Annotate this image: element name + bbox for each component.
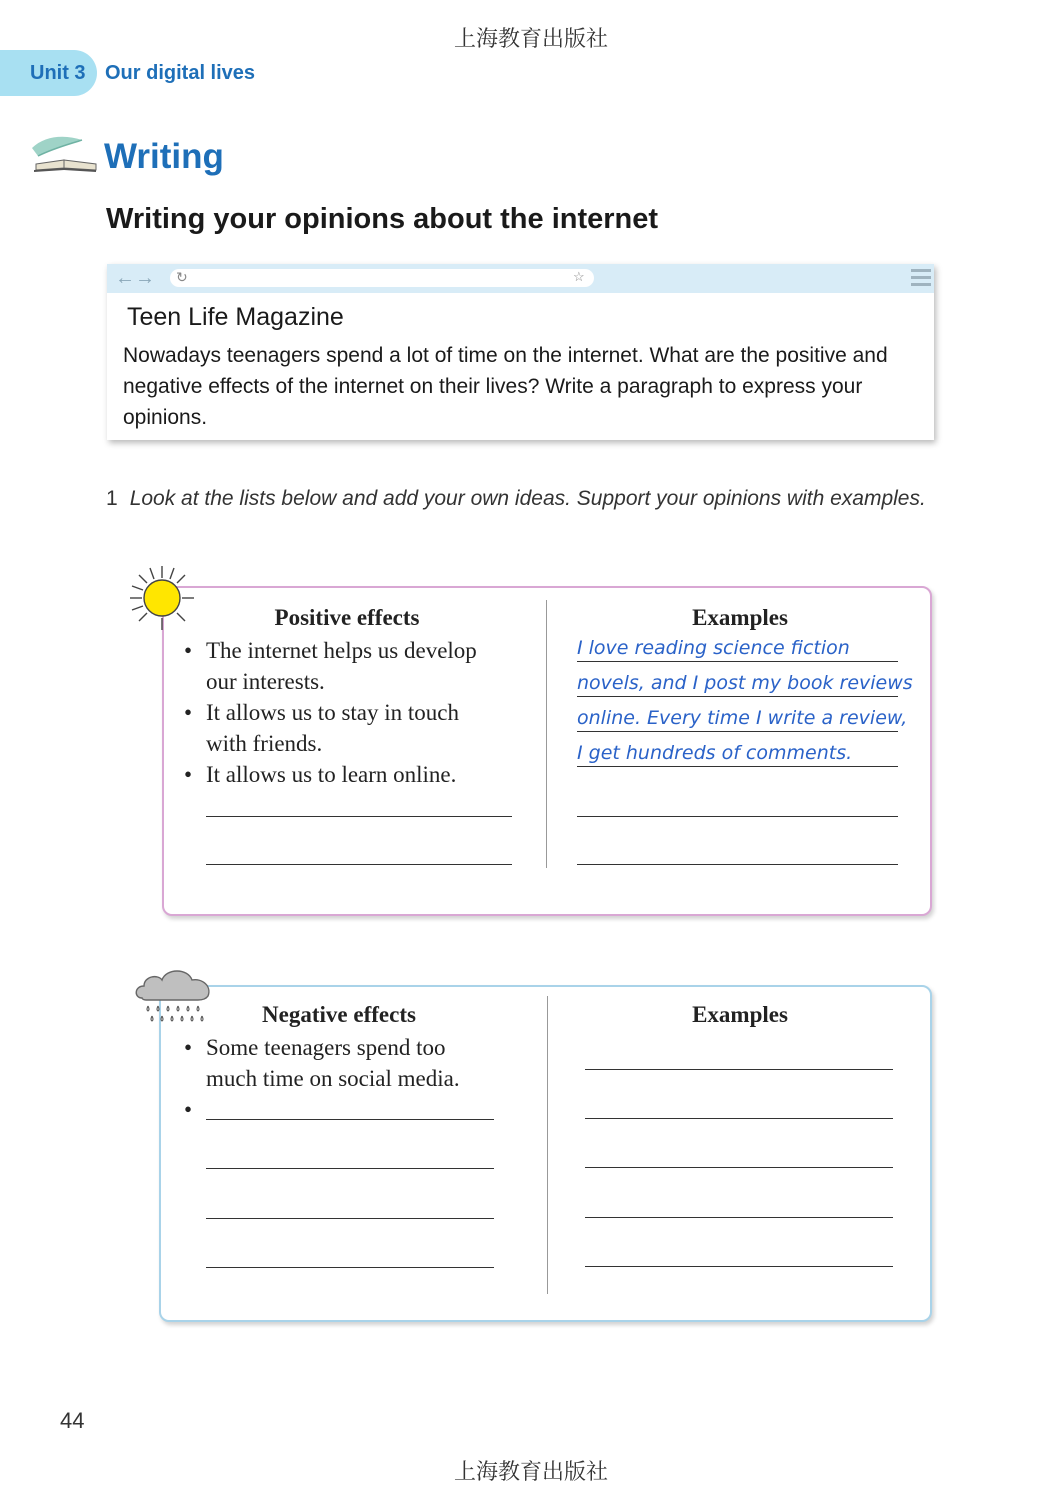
negative-divider [547,996,548,1294]
example-text: I love reading science fiction [577,637,850,659]
answer-line[interactable] [206,1267,494,1268]
answer-line[interactable] [585,1266,893,1267]
section-title: Writing [104,137,224,176]
unit-title: Our digital lives [105,62,256,84]
rain-cloud-icon [132,966,214,1033]
magazine-title: Teen Life Magazine [127,303,344,331]
publisher-header: 上海教育出版社 [453,27,608,52]
list-item: • It allows us to learn online. [184,762,457,787]
list-item: • The internet helps us develop our interests. [184,638,477,694]
answer-line[interactable] [577,816,898,817]
answer-line[interactable] [577,731,898,732]
answer-line[interactable] [577,766,898,767]
browser-window [107,264,934,440]
address-bar [170,269,594,287]
magazine-prompt-text: Nowadays teenagers spend a lot of time on the internet. What are the positive and negative effects of the internet on their lives? Write a paragraph to express your opinions. [123,344,888,429]
positive-effects-heading: Positive effects [274,605,420,630]
star-icon: ☆ [573,269,585,284]
answer-line[interactable] [577,696,898,697]
browser-toolbar [107,264,934,293]
negative-effects-heading: Negative effects [262,1002,416,1027]
positive-list [184,635,526,790]
negative-examples-heading: Examples [692,1002,788,1027]
task-title: Writing your opinions about the internet [106,203,659,235]
negative-list [184,1032,526,1094]
instruction [106,487,926,511]
back-forward-arrows-icon: ←→ [115,267,155,289]
list-item: • Some teenagers spend too much time on social media. [184,1035,460,1091]
instruction-text: Look at the lists below and add your own ideas. Support your opinions with examples. [129,487,926,510]
answer-line[interactable] [206,864,512,865]
example-text: online. Every time I write a review, [577,707,908,729]
publisher-footer: 上海教育出版社 [453,1460,608,1485]
reload-icon: ↻ [176,269,188,285]
answer-line[interactable] [585,1167,893,1168]
list-item: • It allows us to stay in touch with friends. [184,700,459,756]
sun-icon [126,562,198,639]
page-number: 44 [60,1408,85,1433]
menu-icon [911,269,931,290]
positive-examples-heading: Examples [692,605,788,630]
answer-line[interactable] [206,1218,494,1219]
answer-line[interactable] [206,816,512,817]
answer-line[interactable] [585,1217,893,1218]
answer-line[interactable] [206,1119,494,1120]
instruction-number: 1 [106,487,118,510]
answer-line[interactable] [577,864,898,865]
answer-line[interactable] [585,1118,893,1119]
answer-line[interactable] [206,1168,494,1169]
empty-bullet: • [184,1097,193,1122]
example-text: novels, and I post my book reviews [577,672,913,694]
answer-line[interactable] [577,661,898,662]
unit-label: Unit 3 [30,62,86,84]
positive-divider [546,600,547,868]
answer-line[interactable] [585,1069,893,1070]
quill-book-icon [30,134,100,179]
example-text: I get hundreds of comments. [577,742,853,764]
